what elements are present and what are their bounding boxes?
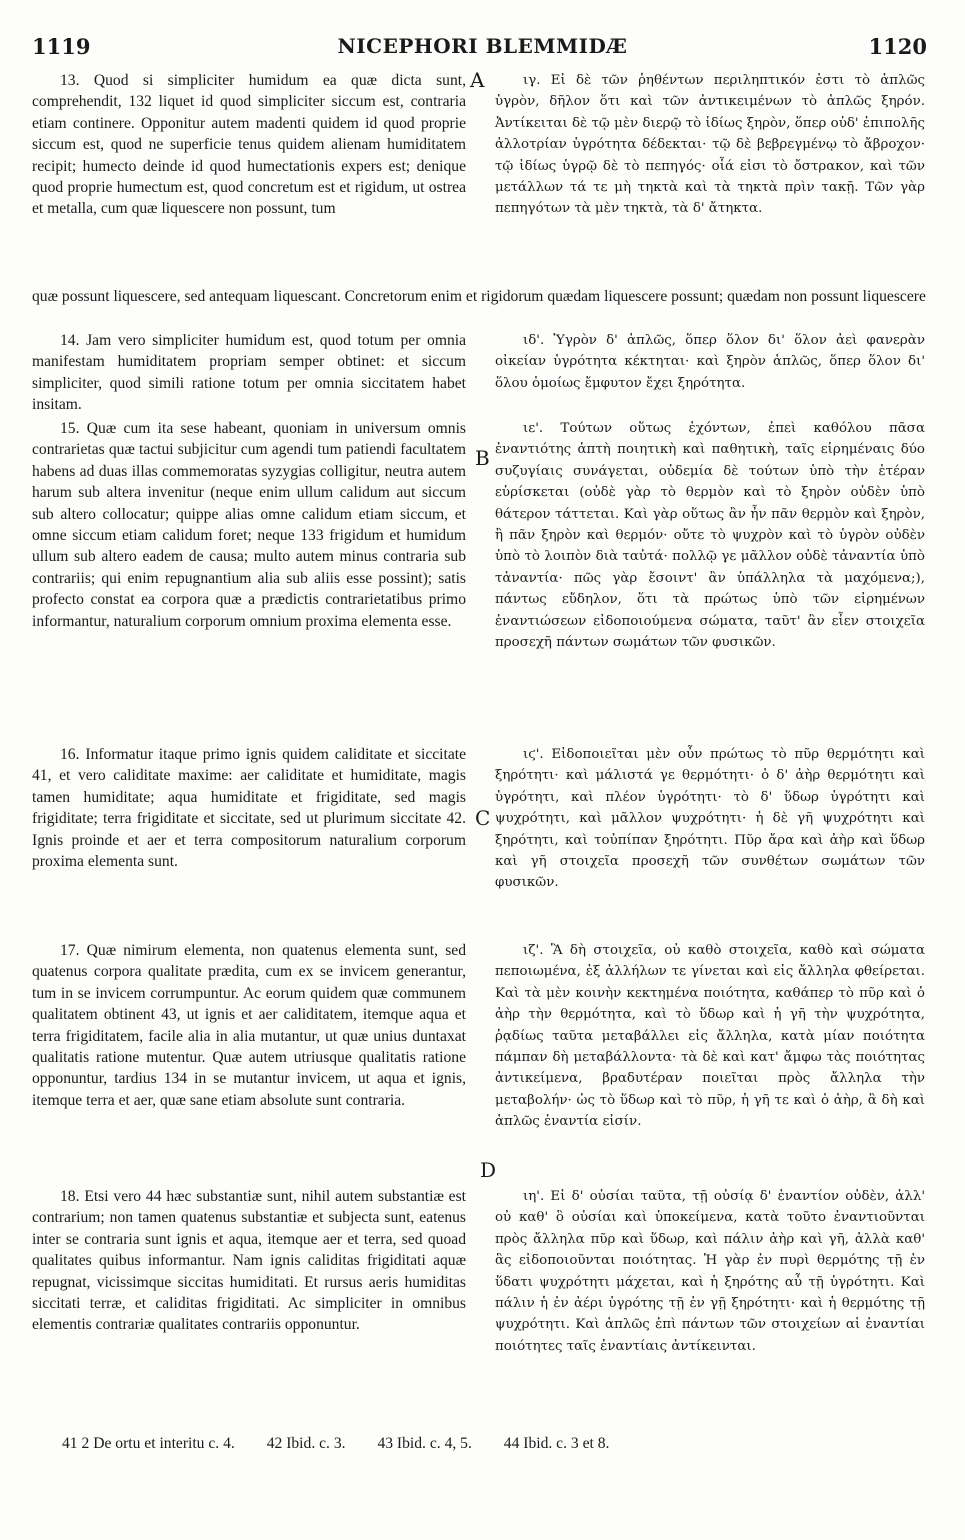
running-title: NICEPHORI BLEMMIDÆ [337,34,628,58]
latin-section-16 [32,744,466,872]
margin-letter-a: A [470,68,485,92]
page-header [0,34,965,62]
footnote-43: 43 Ibid. c. 4, 5. [377,1435,472,1452]
greek-section-16 [495,744,925,894]
greek-paragraph-17: ιζ'. Ἃ δὴ στοιχεῖα, οὐ καθὸ στοιχεῖα, καθὸ καὶ σώματα πεποιωμένα, ἐξ ἀλλήλων τε γίνεται καὶ εἰς ἄλληλα φθείρεται. Καὶ τὰ μὲν κοινὴν κεκτημένα ποιότητα, καθάπερ τὸ πῦρ καὶ ὁ ἀὴρ τὴν θερμότητα, καὶ τὸ ὕδωρ καὶ ἡ γῆ τὴν ψυχρότητα, ῥᾳδίως ταῦτα μεταβάλλει εἰς ἄλληλα, κατὰ μίαν ποιότητα πάμπαν δὴ μεταβάλλοντα· τὰ δὲ καὶ κατ' ἄμφω τὰς ποιότητας ἀντικείμενα, βραδυτέραν ποιεῖται πρὸς ἄλληλα τὴν μεταβολήν· ὡς τὸ ὕδωρ καὶ τὸ πῦρ, ἡ γῆ τε καὶ ὁ ἀὴρ, ἃ δὴ καὶ ἁπλῶς ἐναντία εἰσίν. [495,943,925,1130]
latin-section-13 [32,70,466,286]
greek-section-15 [495,418,925,653]
margin-letter-d: D [480,1158,497,1182]
greek-section-17 [495,940,925,1133]
footnote-44: 44 Ibid. c. 3 et 8. [503,1435,610,1452]
latin-paragraph-13-cont: quæ possunt liquescere, sed antequam liquescant. Concretorum enim et rigidorum quædam liquescere possunt; quædam non possunt liquescere [32,288,926,305]
greek-paragraph-15: ιε'. Τούτων οὕτως ἐχόντων, ἐπεὶ καθόλου πᾶσα ἐναντιότης ἁπτὴ ποιητικὴ καὶ παθητικὴ, ταῖς εἰρημέναις δύο συζυγίαις συνάγεται, οὐδεμία δὲ τούτων ὑπὸ τὴν ἑτέραν εὑρίσκεται (οὐδὲ γὰρ τὸ θερμὸν καὶ τὸ ξηρὸν οὐδὲν ὑπὸ θάτερον τάττεται. Καὶ γὰρ οὕτως ἂν ἦν πᾶν θερμὸν καὶ ξηρὸν, ἢ πᾶν ξηρὸν καὶ θερμόν· οὔτε τὸ ψυχρὸν καὶ τὸ ὑγρὸν οὐδὲν ὑπὸ τὸ λοιπὸν διὰ ταὐτά· πολλῷ γε μᾶλλον οὐδὲ τἀναντία ὑπὸ τἀναντία· πῶς γὰρ ἔσοιντ' ἂν ὑπάλληλα τὰ μαχόμενα;), πάντως εὔδηλον, ὅτι τὰ πρώτως ὑπὸ τῶν εἰρημένων ἐναντιώσεων εἰδοποιούμενα σώματα, ταῦτ' ἂν εἶεν στοιχεῖα προσεχῆ πάντων σωμάτων τῶν φυσικῶν. [495,421,925,651]
footnote-41: 41 2 De ortu et interitu c. 4. [62,1435,235,1452]
latin-paragraph-16: 16. Informatur itaque primo ignis quidem caliditate et siccitate 41, et vero caliditate maxime: aer caliditate et humiditate, magis tamen humiditate; aqua humiditate et frigiditate, sed magis frigiditate; terra frigiditate et siccitate, sed ut plurimum siccitate 42. Ignis proinde et aer et terra compositorum naturalium corporum proxima elementa sunt. [32,746,466,871]
latin-section-18 [32,1186,466,1336]
greek-section-18 [495,1186,925,1357]
latin-section-17 [32,940,466,1111]
greek-section-14 [495,330,925,394]
footnotes [62,1435,637,1453]
footnote-42: 42 Ibid. c. 3. [266,1435,346,1452]
greek-paragraph-14: ιδ'. Ὑγρὸν δ' ἁπλῶς, ὅπερ ὅλον δι' ὅλον ἀεὶ φανερὰν οἰκείαν ὑγρότητα κέκτηται· καὶ ξηρὸν ἁπλῶς, ὅπερ ὅλον δι' ὅλου ὁμοίως ἔμφυτον ἔχει ξηρότητα. [495,333,925,391]
latin-section-14 [32,330,466,416]
greek-paragraph-18: ιη'. Εἰ δ' οὐσίαι ταῦτα, τῇ οὐσίᾳ δ' ἐναντίον οὐδὲν, ἀλλ' οὐ καθ' ὃ οὐσίαι καὶ ὑποκείμενα, κατὰ τοῦτο ἐναντιοῦνται πρὸς ἄλληλα πῦρ καὶ ὕδωρ, καὶ πάλιν ἀὴρ καὶ γῆ, ἀλλὰ καθ' ἃς εἰδοποιοῦνται ποιότητας. Ἡ γὰρ ἐν πυρὶ θερμότης τῇ ἐν ὕδατι ψυχρότητι μάχεται, καὶ ἡ ξηρότης αὖ τῇ ὑγρότητι. Καὶ πάλιν ἡ ἐν ἀέρι ὑγρότης τῇ ἐν γῇ ξηρότητι· καὶ ἡ θερμότης τῇ ψυχρότητι. Καὶ ἁπλῶς ἐπὶ πάντων τῶν στοιχείων αἱ ἐναντίαι ποιότητες ταῖς ἐναντίαις ἀντίκεινται. [495,1189,925,1354]
page-number-left: 1119 [32,34,91,59]
latin-paragraph-18: 18. Etsi vero 44 hæc substantiæ sunt, nihil autem substantiæ est contrarium; non tamen quatenus substantiæ et subjecta sunt, eatenus inter se contraria sunt ignis et aqua, itemque aer et terra, sed quoad qualitates quibus informantur. Nam ignis caliditas frigiditati aquæ repugnat, vicissimque siccitas humiditati. Et rursus aeris humiditas siccitati terræ, et caliditas frigiditati. Ac simpliciter in omnibus elementis contrariæ qualitates contrariis opponuntur. [32,1188,466,1334]
latin-section-15 [32,418,466,632]
latin-paragraph-14: 14. Jam vero simpliciter humidum est, quod totum per omnia manifestam humiditatem propriam semper obtinet: et siccum simpliciter, quod simili ratione totum per omnia siccitatem habet insitam. [32,332,466,414]
margin-letter-c: C [475,806,491,830]
latin-paragraph-15: 15. Quæ cum ita sese habeant, quoniam in universum omnis contrarietas quæ tactui subjicitur cum agendi tum patiendi facultatem habens ad duas illas commemoratas syzygias colligitur, neutra autem harum sub altera invenitur (neque enim ullum calidum aut siccum sub altero collocatur; quippe alias omne calidum etiam siccum, et omne siccum etiam calidum foret; neque 133 frigidum et humidum ullum sub altero eadem de causa; multo autem minus contraria sub contrariis; qui enim repugnantium alia sub aliis esse possint); satis profecto constat ea corpora quæ a prædictis contrarietatibus primo informantur, naturalium corporum omnium proxima elementa esse. [32,420,466,630]
latin-section-13-continued [32,286,927,307]
latin-paragraph-13: 13. Quod si simpliciter humidum ea quæ dicta sunt, comprehendit, 132 liquet id quod simpliciter siccum est, contraria etiam continere. Opponitur autem madenti quidem id quod proprie siccum est, quod ne superficie tenus quidem alienam humiditatem recipit; humecto deinde id quod humectationis expers est; denique quod proprie humectum est, quod concretum est et rigidum, ut ostrea et metalla, cum quæ liquescere non possunt, tum [32,72,466,218]
margin-letter-b: B [475,446,490,470]
greek-section-13 [495,70,925,220]
latin-paragraph-17: 17. Quæ nimirum elementa, non quatenus elementa sunt, sed quatenus corpora qualitate prædita, cum ex se invicem generantur, tum in se invicem corrumpuntur. Ac eorum quidem quæ communem qualitatem obtinent 43, ut ignis et aer caliditatem, itemque aqua et terra frigiditatem, facile alia in alia mutantur, ut quæ unius duntaxat qualitatis ratione mutentur. Quæ autem utriusque qualitatis ratione opponuntur, tardius 134 in se mutantur invicem, ut aqua et ignis, itemque terra et aer, quæ sane etiam absolute sunt contraria. [32,942,466,1109]
greek-paragraph-13: ιγ. Εἰ δὲ τῶν ῥηθέντων περιληπτικόν ἐστι τὸ ἁπλῶς ὑγρὸν, δῆλον ὅτι καὶ τῶν ἀντικειμένων τὸ ἁπλῶς ξηρόν. Ἀντίκειται δὲ τῷ μὲν διερῷ τὸ ἰδίως ξηρὸν, ὅπερ οὐδ' ἐπιπολῆς ἀλλοτρίαν ὑγρότητα δέδεκται· τῷ δὲ βεβρεγμένῳ τὸ ἄβροχον· τῷ ἰδίως ὑγρῷ δὲ τὸ πεπηγός· οἷά εἰσι τὸ ὄστρακον, καὶ τῶν μετάλλων τά τε μὴ τηκτὰ καὶ τὰ τηκτὰ πρὶν τακῇ. Τῶν γὰρ πεπηγότων τὰ μὲν τηκτὰ, τὰ δ' ἄτηκτα. [495,73,925,217]
greek-paragraph-16: ιϛ'. Εἰδοποιεῖται μὲν οὖν πρώτως τὸ πῦρ θερμότητι καὶ ξηρότητι· καὶ μάλιστά γε θερμότητι· ὁ δ' ἀὴρ θερμότητι καὶ ὑγρότητι, καὶ πλέον ὑγρότητι· τὸ δ' ὕδωρ ὑγρότητι καὶ ψυχρότητι, καὶ μᾶλλον ψυχρότητι· ἡ δὲ γῆ ψυχρότητι καὶ ξηρότητι, καὶ τοὐπίπαν ξηρότητι. Πῦρ ἄρα καὶ ἀὴρ καὶ ὕδωρ καὶ γῆ στοιχεῖα προσεχῆ τῶν συνθέτων σωμάτων τῶν φυσικῶν. [495,747,925,891]
page-number-right: 1120 [868,34,927,59]
